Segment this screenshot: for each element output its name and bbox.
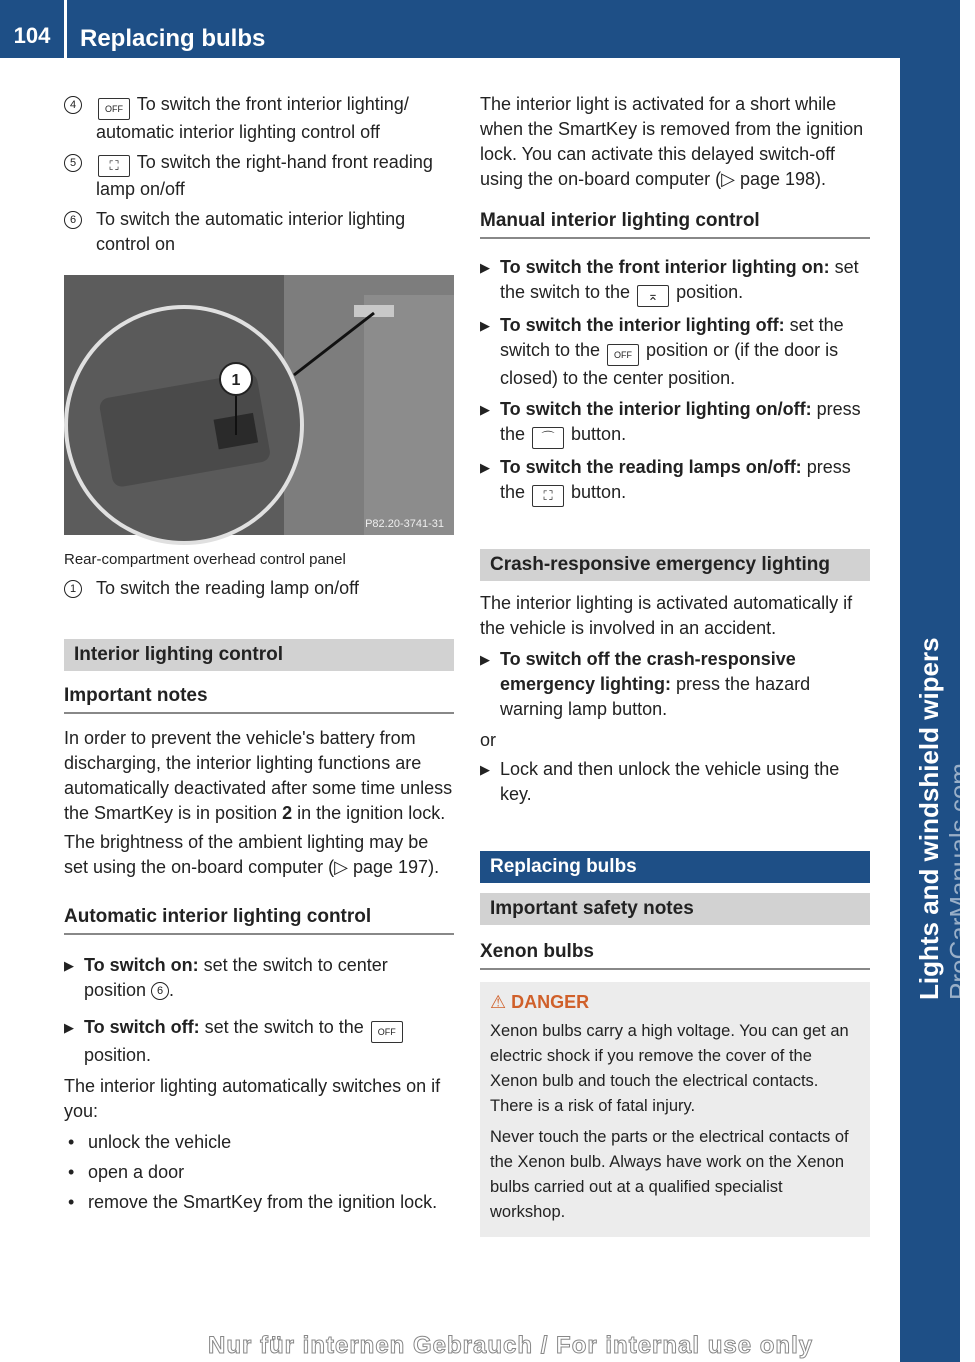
paragraph-crash-lighting: The interior lighting is activated automatically if the vehicle is involved in an accident.: [480, 593, 853, 638]
text-or: or: [480, 730, 497, 750]
subheading-automatic-control: Automatic interior lighting control: [64, 904, 454, 935]
arrow-icon: ▶: [64, 1020, 74, 1035]
callout-4: 4: [64, 96, 82, 114]
danger-heading: ⚠ DANGER: [490, 992, 590, 1012]
paragraph-battery: In order to prevent the vehicle's battery from discharging, the interior lighting functions are automatically deactivated after some time unless the SmartKey is in position 2 in the ignition lock.: [64, 728, 453, 823]
step-crash-off: ▶ To switch off the crash-responsive emergency lighting: press the hazard warning lamp button.: [480, 647, 870, 722]
header-separator: [64, 0, 67, 58]
photo-caption: Rear-compartment overhead control panel: [64, 551, 346, 568]
danger-box: [480, 982, 870, 1237]
step-lock-unlock: ▶ Lock and then unlock the vehicle using the key.: [480, 757, 870, 807]
off-switch-icon: OFF: [607, 344, 639, 366]
side-tab-label: Lights and windshield wipers: [914, 637, 944, 1000]
paragraph-brightness: The brightness of the ambient lighting may be set using the on-board computer (▷ page 197).: [64, 832, 440, 877]
reading-lamp-icon: ⛶: [98, 155, 130, 177]
bullet-item: • unlock the vehicle: [68, 1132, 232, 1152]
arrow-icon: ▶: [480, 402, 490, 417]
page-title: Replacing bulbs: [80, 25, 266, 52]
overhead-panel-photo: [64, 275, 454, 535]
callout-1: 1: [64, 580, 82, 598]
paragraph-delayed-switch-off: The interior light is activated for a short while when the SmartKey is removed from the ignition lock. You can activate this delayed switch-off using the on-board computer (▷ page 198).: [480, 94, 864, 189]
arrow-icon: ▶: [480, 762, 490, 777]
footer-watermark: Nur für internen Gebrauch / For internal use only: [208, 1332, 814, 1359]
step-interior-off: ▶ To switch the interior lighting off: set the switch to the OFF position or (if the door is closed) to the center position.: [480, 313, 870, 391]
callout-5: 5: [64, 154, 82, 172]
step-interior-on-off: ▶ To switch the interior lighting on/off: press the ⌒ button.: [480, 397, 870, 449]
subheading-manual-control: Manual interior lighting control: [480, 208, 870, 239]
legend-item-1: 1 To switch the reading lamp on/off: [64, 576, 454, 601]
section-band-interior-lighting: Interior lighting control: [64, 639, 454, 671]
paragraph-auto-on: The interior lighting automatically switches on if you:: [64, 1076, 441, 1121]
off-switch-icon: OFF: [371, 1021, 403, 1043]
bullet-item: • open a door: [68, 1162, 185, 1182]
danger-text-1: Xenon bulbs carry a high voltage. You can get an electric shock if you remove the cover of the Xenon bulb and touch the electrical contacts. There is a risk of fatal injury.: [490, 1022, 849, 1115]
legend-item-5: 5 ⛶ To switch the right-hand front reading lamp on/off: [64, 150, 454, 202]
overhead-panel-illustration: [64, 275, 454, 535]
arrow-icon: ▶: [480, 260, 490, 275]
callout-6: 6: [64, 211, 82, 229]
photo-code: P82.20-3741-31: [365, 518, 444, 530]
step-switch-on: ▶ To switch on: set the switch to center position 6 .: [64, 953, 454, 1003]
page-number: 104: [13, 23, 51, 48]
front-light-icon: ⌅: [637, 285, 669, 307]
photo-callout-1: 1: [231, 372, 241, 389]
interior-light-icon: ⌒: [532, 427, 564, 449]
section-band-safety-notes: Important safety notes: [480, 893, 870, 925]
danger-text-2: Never touch the parts or the electrical contacts of the Xenon bulb. Always have work on the Xenon bulbs carried out at a qualified specialist workshop.: [490, 1128, 849, 1221]
section-band-replacing-bulbs: Replacing bulbs: [480, 851, 870, 883]
left-column: [64, 92, 454, 1220]
off-switch-icon: OFF: [98, 98, 130, 120]
bullet-item: • remove the SmartKey from the ignition lock.: [68, 1192, 438, 1212]
page-header: [0, 0, 960, 58]
subheading-xenon-bulbs: Xenon bulbs: [480, 939, 870, 970]
step-front-on: ▶ To switch the front interior lighting on: set the switch to the ⌅ position.: [480, 255, 870, 307]
warning-triangle-icon: ⚠: [490, 992, 507, 1012]
side-watermark: ProCarManuals.com: [944, 763, 974, 1000]
arrow-icon: ▶: [480, 318, 490, 333]
arrow-icon: ▶: [480, 460, 490, 475]
step-switch-off: ▶ To switch off: set the switch to the OFF position.: [64, 1015, 454, 1068]
legend-item-4: 4 OFF To switch the front interior lighting/ automatic interior lighting control off: [64, 92, 454, 145]
legend-item-6: 6 To switch the automatic interior lighting control on: [64, 207, 454, 257]
subheading-important-notes: Important notes: [64, 683, 454, 714]
right-column: [480, 92, 870, 1237]
arrow-icon: ▶: [64, 958, 74, 973]
reading-lamp-icon: ⛶: [532, 485, 564, 507]
arrow-icon: ▶: [480, 652, 490, 667]
step-reading-lamps: ▶ To switch the reading lamps on/off: press the ⛶ button.: [480, 455, 870, 507]
section-band-crash-lighting: Crash-responsive emergency lighting: [480, 549, 870, 581]
